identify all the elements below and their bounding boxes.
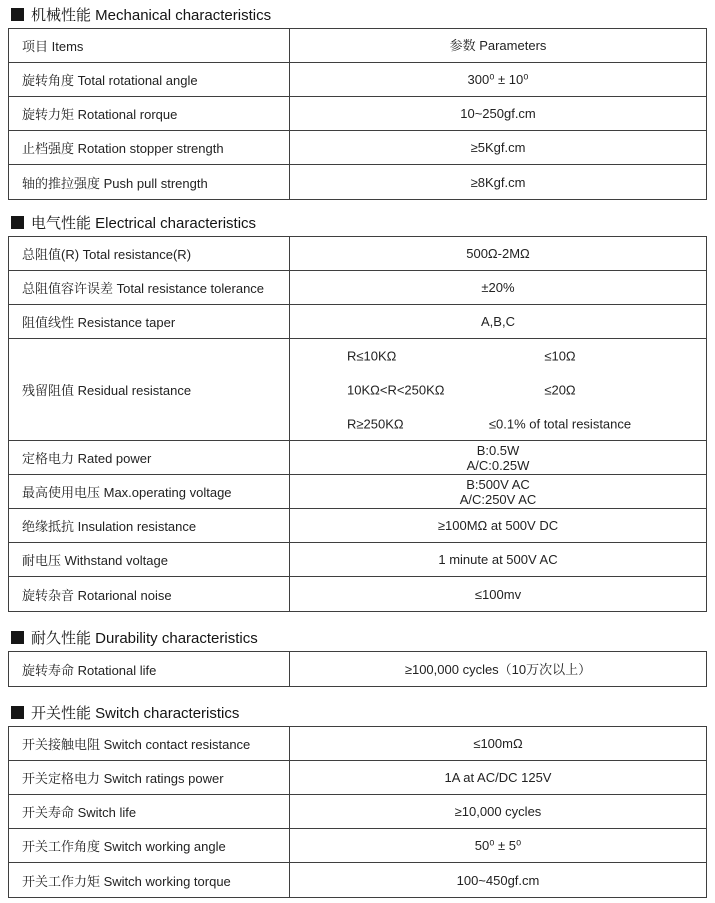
- table-header-row: [9, 29, 706, 63]
- param-line: A/C:0.25W: [466, 457, 530, 473]
- table-row: [9, 165, 706, 199]
- param-line: A/C:250V AC: [459, 491, 537, 507]
- param-line: B:500V AC: [466, 476, 530, 492]
- param-cell: [290, 441, 706, 474]
- item-cell: 总阻值容许误差 Total resistance tolerance: [9, 271, 290, 304]
- param-cell: ≥100MΩ at 500V DC: [437, 518, 559, 533]
- section-bullet-square-icon: [11, 8, 24, 21]
- param-cell: ≥100,000 cycles（10万次以上）: [404, 661, 592, 677]
- param-cell: 300⁰ ± 10⁰: [467, 72, 529, 87]
- table-row: [9, 509, 706, 543]
- item-cell: 耐电压 Withstand voltage: [9, 543, 290, 576]
- section-title: 电气性能 Electrical characteristics: [31, 215, 257, 232]
- table-row: [9, 863, 706, 897]
- section-electrical: [8, 213, 707, 612]
- item-cell: 旋转寿命 Rotational life: [9, 652, 290, 686]
- param-cell: ≥5Kgf.cm: [470, 140, 526, 155]
- param-cell: 1A at AC/DC 125V: [444, 770, 552, 785]
- item-cell: 轴的推拉强度 Push pull strength: [9, 165, 290, 199]
- param-cell: 10~250gf.cm: [460, 106, 536, 121]
- residual-sub-row: [290, 373, 706, 407]
- param-cell: ≤100mv: [474, 586, 522, 602]
- switch-table: [8, 726, 707, 898]
- section-title: 开关性能 Switch characteristics: [31, 705, 240, 722]
- table-row: [9, 441, 706, 475]
- residual-value: ≤0.1% of total resistance: [488, 416, 632, 432]
- residual-value: ≤20Ω: [544, 382, 576, 398]
- section-durability: [8, 628, 707, 687]
- table-row: [9, 829, 706, 863]
- section-bullet-square-icon: [11, 631, 24, 644]
- section-heading-mechanical: [11, 5, 707, 24]
- param-cell: [290, 339, 706, 440]
- param-cell: 500Ω-2MΩ: [466, 246, 530, 261]
- section-switch: [8, 703, 707, 898]
- param-cell: A,B,C: [481, 314, 515, 329]
- table-row: [9, 305, 706, 339]
- table-row: [9, 577, 706, 611]
- section-title: 耐久性能 Durability characteristics: [31, 630, 258, 647]
- item-cell: 旋转角度 Total rotational angle: [9, 63, 290, 96]
- item-cell: 旋转杂音 Rotarional noise: [9, 577, 290, 611]
- param-cell: 50⁰ ± 5⁰: [474, 838, 522, 853]
- residual-condition: 10KΩ<R<250KΩ: [347, 382, 445, 398]
- item-cell: 最高使用电压 Max.operating voltage: [9, 475, 290, 508]
- param-cell: 1 minute at 500V AC: [438, 552, 558, 567]
- section-bullet-square-icon: [11, 706, 24, 719]
- residual-sub-row: [290, 339, 706, 373]
- section-heading-electrical: [11, 213, 707, 232]
- table-row: [9, 63, 706, 97]
- param-cell: 100~450gf.cm: [456, 872, 540, 888]
- residual-value: ≤10Ω: [544, 348, 576, 364]
- param-cell: [290, 475, 706, 508]
- item-cell: 开关定格电力 Switch ratings power: [9, 761, 290, 794]
- table-row: [9, 237, 706, 271]
- residual-sub-row: [290, 407, 706, 441]
- param-line: B:0.5W: [476, 442, 520, 458]
- section-heading-switch: [11, 703, 707, 722]
- durability-table: [8, 651, 707, 687]
- item-cell: 绝缘抵抗 Insulation resistance: [9, 509, 290, 542]
- item-cell: 开关寿命 Switch life: [9, 795, 290, 828]
- param-cell: ≥8Kgf.cm: [470, 174, 526, 190]
- residual-condition: R≤10KΩ: [347, 348, 397, 364]
- item-cell: 止档强度 Rotation stopper strength: [9, 131, 290, 164]
- param-cell: ±20%: [481, 280, 515, 295]
- section-heading-durability: [11, 628, 707, 647]
- table-row: [9, 652, 706, 686]
- table-row: [9, 97, 706, 131]
- parameters-header-cell: 参数 Parameters: [449, 38, 547, 53]
- table-row: [9, 795, 706, 829]
- electrical-table: [8, 236, 707, 612]
- item-cell: 开关工作角度 Switch working angle: [9, 829, 290, 862]
- table-row: [9, 271, 706, 305]
- table-row: [9, 543, 706, 577]
- table-row: [9, 727, 706, 761]
- residual-condition: R≥250KΩ: [347, 416, 404, 432]
- param-cell: ≥10,000 cycles: [454, 804, 542, 819]
- table-row: [9, 131, 706, 165]
- item-cell: 总阻值(R) Total resistance(R): [9, 237, 290, 270]
- table-row: [9, 761, 706, 795]
- item-cell: 残留阻值 Residual resistance: [9, 339, 290, 440]
- table-row-residual-resistance: [9, 339, 706, 441]
- mechanical-table: [8, 28, 707, 200]
- items-header-cell: 项目 Items: [9, 29, 290, 62]
- item-cell: 阻值线性 Resistance taper: [9, 305, 290, 338]
- item-cell: 开关接触电阻 Switch contact resistance: [9, 727, 290, 760]
- item-cell: 定格电力 Rated power: [9, 441, 290, 474]
- section-title: 机械性能 Mechanical characteristics: [31, 7, 272, 24]
- param-cell: ≤100mΩ: [473, 736, 523, 751]
- table-row: [9, 475, 706, 509]
- section-mechanical: [8, 5, 707, 200]
- item-cell: 开关工作力矩 Switch working torque: [9, 863, 290, 897]
- item-cell: 旋转力矩 Rotational rorque: [9, 97, 290, 130]
- section-bullet-square-icon: [11, 216, 24, 229]
